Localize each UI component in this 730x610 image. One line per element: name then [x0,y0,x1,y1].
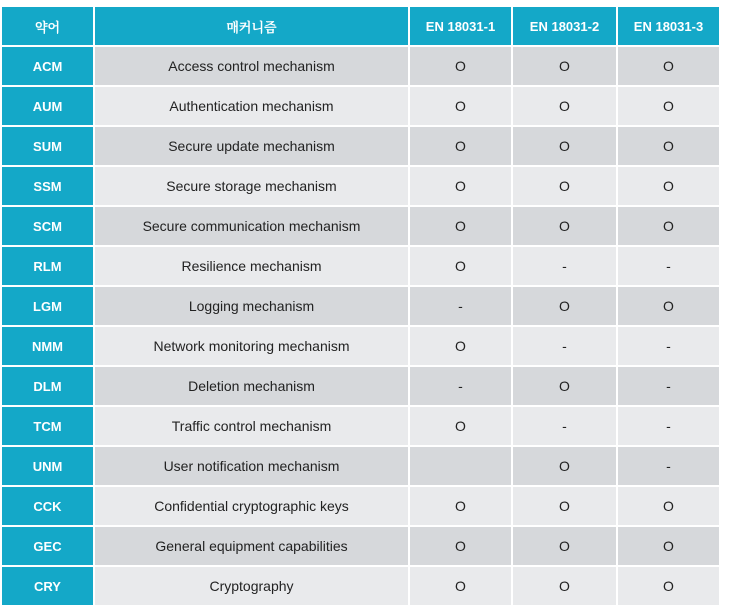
table-row [2,487,719,525]
en18031-1-cell: O [410,127,511,165]
abbr-cell: SUM [2,127,93,165]
abbr-cell: GEC [2,527,93,565]
en18031-3-cell: O [618,47,719,85]
table-row [2,167,719,205]
en18031-2-cell: O [513,167,616,205]
en18031-1-cell: O [410,167,511,205]
abbr-cell: CRY [2,567,93,605]
mechanism-cell: General equipment capabilities [95,527,408,565]
mechanism-table [0,5,721,607]
table-body [2,47,719,605]
abbr-cell: ACM [2,47,93,85]
en18031-1-cell: O [410,247,511,285]
en18031-3-cell: O [618,287,719,325]
en18031-2-cell: O [513,87,616,125]
mechanism-cell: Secure update mechanism [95,127,408,165]
mechanism-cell: Cryptography [95,567,408,605]
table-row [2,127,719,165]
abbr-cell: NMM [2,327,93,365]
mechanism-cell: Resilience mechanism [95,247,408,285]
en18031-3-cell: - [618,447,719,485]
header-en18031-3: EN 18031-3 [618,7,719,45]
header-en18031-2: EN 18031-2 [513,7,616,45]
table-row [2,367,719,405]
abbr-cell: DLM [2,367,93,405]
en18031-2-cell: - [513,327,616,365]
header-en18031-1: EN 18031-1 [410,7,511,45]
en18031-1-cell [410,447,511,485]
en18031-1-cell: - [410,287,511,325]
table-row [2,327,719,365]
en18031-2-cell: O [513,47,616,85]
en18031-2-cell: O [513,287,616,325]
table-row [2,207,719,245]
en18031-3-cell: - [618,327,719,365]
en18031-3-cell: - [618,367,719,405]
en18031-3-cell: O [618,487,719,525]
en18031-2-cell: O [513,127,616,165]
mechanism-cell: Logging mechanism [95,287,408,325]
abbr-cell: CCK [2,487,93,525]
abbr-cell: LGM [2,287,93,325]
mechanism-cell: Secure communication mechanism [95,207,408,245]
header-abbr: 약어 [2,7,93,45]
mechanism-cell: Deletion mechanism [95,367,408,405]
en18031-3-cell: O [618,87,719,125]
mechanism-cell: User notification mechanism [95,447,408,485]
en18031-3-cell: - [618,407,719,445]
en18031-3-cell: O [618,207,719,245]
header-mechanism: 매커니즘 [95,7,408,45]
en18031-2-cell: O [513,567,616,605]
table-row [2,527,719,565]
mechanism-cell: Network monitoring mechanism [95,327,408,365]
en18031-1-cell: O [410,327,511,365]
en18031-1-cell: O [410,47,511,85]
abbr-cell: AUM [2,87,93,125]
en18031-2-cell: O [513,367,616,405]
en18031-1-cell: O [410,87,511,125]
en18031-1-cell: O [410,207,511,245]
en18031-3-cell: O [618,167,719,205]
en18031-1-cell: - [410,367,511,405]
table-row [2,287,719,325]
abbr-cell: SCM [2,207,93,245]
en18031-1-cell: O [410,407,511,445]
en18031-3-cell: O [618,527,719,565]
table-row [2,407,719,445]
abbr-cell: SSM [2,167,93,205]
en18031-3-cell: O [618,567,719,605]
table-row [2,447,719,485]
mechanism-cell: Authentication mechanism [95,87,408,125]
en18031-2-cell: O [513,207,616,245]
mechanism-cell: Traffic control mechanism [95,407,408,445]
en18031-2-cell: O [513,447,616,485]
en18031-1-cell: O [410,567,511,605]
mechanism-cell: Secure storage mechanism [95,167,408,205]
table-row [2,247,719,285]
abbr-cell: RLM [2,247,93,285]
table-row [2,567,719,605]
en18031-3-cell: - [618,247,719,285]
en18031-1-cell: O [410,487,511,525]
en18031-2-cell: O [513,527,616,565]
table-row [2,47,719,85]
mechanism-cell: Confidential cryptographic keys [95,487,408,525]
table-row [2,87,719,125]
en18031-1-cell: O [410,527,511,565]
en18031-3-cell: O [618,127,719,165]
en18031-2-cell: - [513,407,616,445]
abbr-cell: UNM [2,447,93,485]
abbr-cell: TCM [2,407,93,445]
mechanism-cell: Access control mechanism [95,47,408,85]
en18031-2-cell: - [513,247,616,285]
header-row [2,7,719,45]
en18031-2-cell: O [513,487,616,525]
